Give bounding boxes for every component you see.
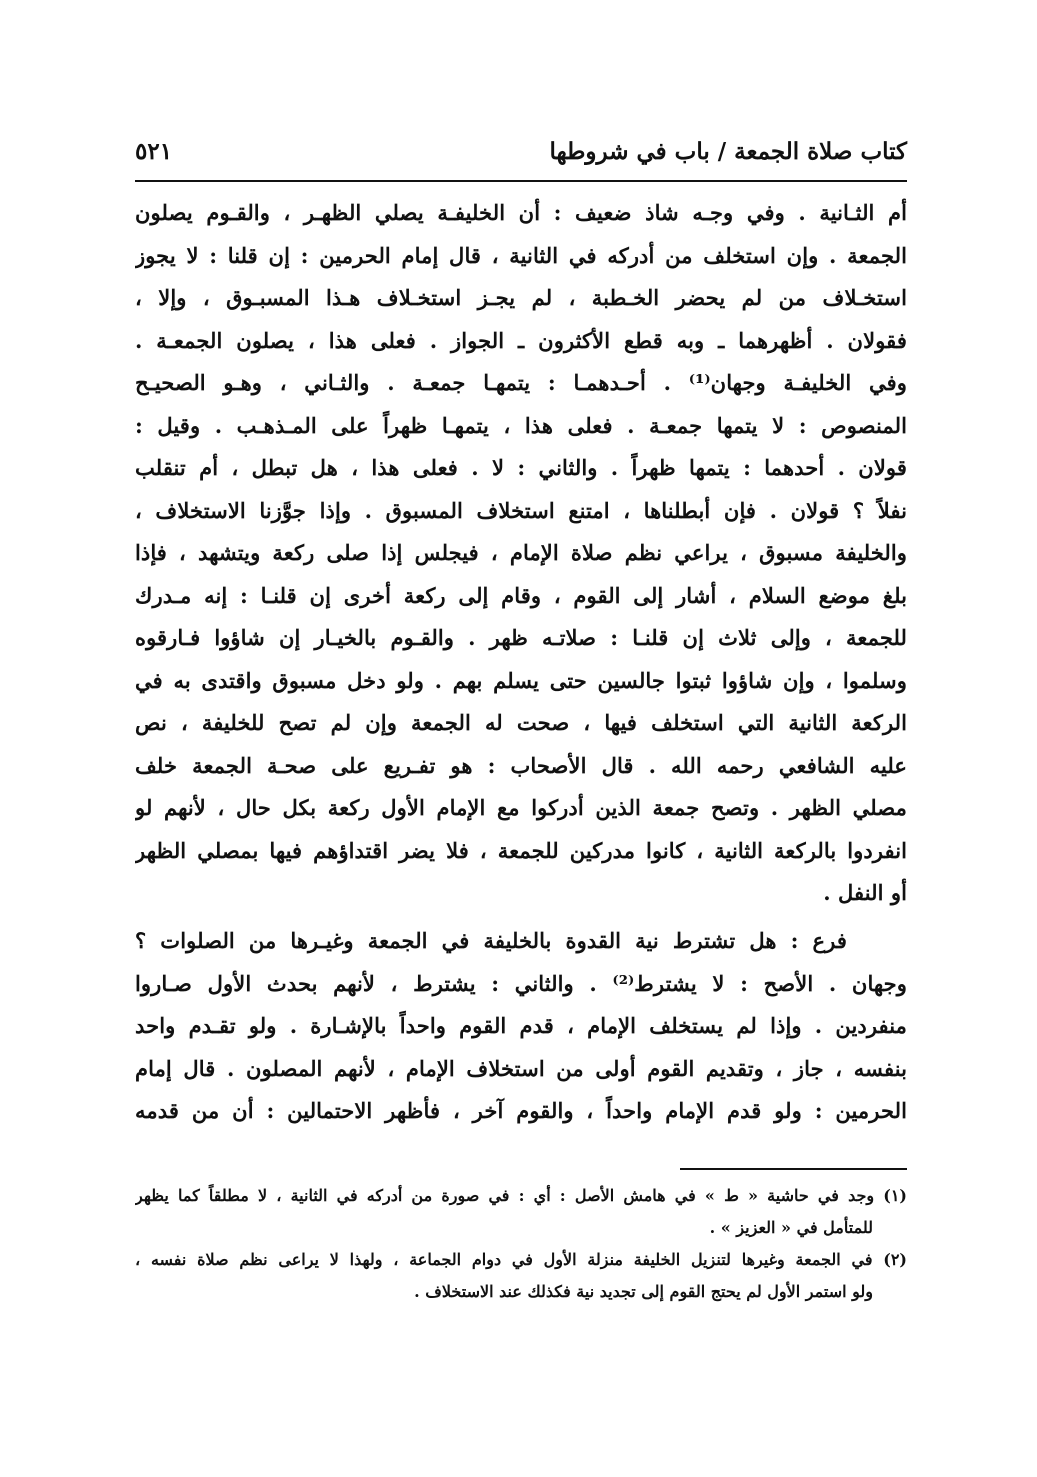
text-line: المنصوص : لا يتمها جمعـة . فعلى هذا ، يتمهـا ظهراً على المـذهـب . وقيل : [135, 412, 907, 438]
text-line: عليه الشافعي رحمه الله . قال الأصحاب : هو تفـريع على صحـة الجمعة خلف [135, 752, 907, 778]
footnote-2-line: (٢) في الجمعة وغيرها لتنزيل الخليفة منزلة الأول في دوام الجماعة ، ولهذا لا يراعى نظم صلاة نفسه ، [135, 1250, 907, 1269]
text-line: أم الثـانية . وفي وجـه شاذ ضعيف : أن الخليفـة يصلي الظهـر ، والقـوم يصلون [135, 200, 907, 225]
header-divider [135, 180, 907, 182]
page-number: ٥٢١ [135, 138, 173, 165]
text-line: الحرمين : ولو قدم الإمام واحداً ، والقوم آخر ، فأظهر الاحتمالين : أن من قدمه [135, 1098, 907, 1123]
text-line: فقولان . أظهرهما ـ وبه قطع الأكثرون ـ الجواز . فعلى هذا ، يصلون الجمعـة . [135, 327, 907, 353]
text-line: الجمعة . وإن استخلف من أدركه في الثانية ، قال إمام الحرمين : إن قلنا : لا يجوز [135, 242, 907, 268]
running-header [135, 138, 907, 178]
footnote-1-line: للمتأمل في « العزيز » . [709, 1218, 873, 1237]
main-paragraph [135, 192, 907, 915]
text-line: فرع : هل تشترط نية القدوة بالخليفة في الجمعة وغيـرها من الصلوات ؟ [135, 928, 847, 953]
footnote-divider [680, 1168, 907, 1170]
text-line: وجهان . الأصح : لا يشترط⁽²⁾ . والثاني : يشترط ، لأنهم بحدث الأول صـاروا [135, 970, 907, 996]
text-line: مصلي الظهر . وتصح جمعة الذين أدركوا مع الإمام الأول ركعة بكل حال ، لأنهم لو [135, 795, 907, 820]
footnote-2-line: ولو استمر الأول لم يحتج القوم إلى تجديد نية فكذلك عند الاستخلاف . [414, 1282, 873, 1301]
text-line: الركعة الثانية التي استخلف فيها ، صحت له الجمعة وإن لم تصح للخليفة ، نص [135, 710, 907, 735]
header-title: كتاب صلاة الجمعة / باب في شروطها [549, 138, 907, 165]
text-line: والخليفة مسبوق ، يراعي نظم صلاة الإمام ، فيجلس إذا صلى ركعة ويتشهد ، فإذا [135, 540, 907, 565]
text-line: للجمعة ، وإلى ثلاث إن قلنـا : صلاتـه ظهر . والقـوم بالخيـار إن شاؤوا فـارقوه [135, 625, 907, 650]
text-line: بلغ موضع السلام ، أشار إلى القوم ، وقام إلى ركعة أخرى إن قلنـا : إنه مـدرك [135, 582, 907, 608]
text-line: قولان . أحدهما : يتمها ظهراً . والثاني : لا . فعلى هذا ، هل تبطل ، أم تنقلب [135, 455, 907, 480]
text-line: انفردوا بالركعة الثانية ، كانوا مدركين للجمعة ، فلا يضر اقتداؤهم فيها بمصلي الظهر [135, 837, 907, 863]
text-line: بنفسه ، جاز ، وتقديم القوم أولى من استخلاف الإمام ، لأنهم المصلون . قال إمام [135, 1055, 907, 1081]
branch-paragraph [135, 920, 907, 1133]
text-line: منفردين . وإذا لم يستخلف الإمام ، قدم القوم واحداً بالإشـارة . ولو تقـدم واحد [135, 1013, 907, 1038]
text-line: وسلموا ، وإن شاؤوا ثبتوا جالسين حتى يسلم بهم . ولو دخل مسبوق واقتدى به في [135, 667, 907, 693]
text-line: أو النفل . [823, 880, 907, 905]
text-line: استخـلاف من لم يحضر الخـطبة ، لم يجـز استخـلاف هـذا المسبـوق ، وإلا ، [135, 285, 907, 310]
text-line: نفلاً ؟ قولان . فإن أبطلناها ، امتنع استخلاف المسبوق . وإذا جوَّزنا الاستخلاف ، [135, 497, 907, 523]
text-line: وفي الخليفـة وجهان⁽¹⁾ . أحـدهمـا : يتمهـا جمعـة . والثـاني ، وهـو الصحيـح [135, 370, 907, 395]
footnote-1-line: (١) وجد في حاشية « ط » في هامش الأصل : أي : في صورة من أدركه في الثانية ، لا مطلقاً كما يظهر [135, 1186, 907, 1205]
footnotes [135, 1180, 907, 1308]
